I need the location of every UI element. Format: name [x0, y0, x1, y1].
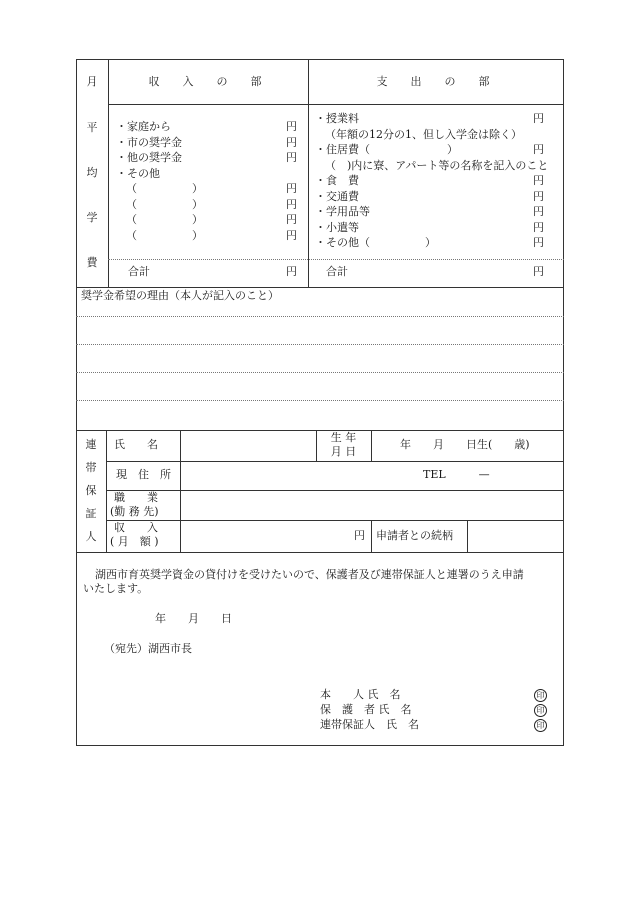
- expense-item-label: ・住居費（ ）: [315, 143, 458, 156]
- relation-label: 申請者との続柄: [376, 529, 453, 542]
- addressee: （宛先）湖西市長: [104, 642, 192, 655]
- seal-icon: 印: [534, 689, 547, 702]
- tel-label: TEL —: [423, 468, 490, 481]
- seal-icon: 印: [534, 719, 547, 732]
- income-header: 収 入 の 部: [148, 75, 268, 88]
- income-item-label: ・家庭から: [116, 120, 171, 133]
- income-item-yen: 円: [286, 120, 297, 133]
- expense-item-yen: 円: [533, 189, 544, 203]
- reason-label: 奨学金希望の理由（本人が記入のこと）: [81, 289, 279, 302]
- monthly-income-field[interactable]: [181, 521, 371, 551]
- expense-total-label: 合計: [326, 265, 348, 278]
- expense-item-label: ・学用品等: [315, 205, 370, 218]
- income-total-yen: 円: [286, 265, 297, 278]
- reason-line[interactable]: [76, 316, 564, 317]
- expense-item-yen: 円: [533, 236, 544, 249]
- income-item-yen: 円: [286, 213, 297, 226]
- guarantor-name-label: 氏 名: [114, 438, 158, 451]
- signer-label: 連帯保証人 氏 名: [320, 718, 419, 731]
- expense-item-label: （年額の12分の1、但し入学金は除く）: [325, 127, 522, 141]
- expense-item-label: ・その他（ ）: [315, 236, 436, 249]
- address-field[interactable]: [181, 462, 563, 490]
- declaration-line1: 湖西市育英奨学資金の貸付けを受けたいので、保護者及び連帯保証人と連署のうえ申請: [95, 568, 524, 581]
- income-item-label: ・市の奨学金: [116, 135, 182, 149]
- birth-label-line1: 生 年: [330, 431, 357, 444]
- expense-header: 支 出 の 部: [376, 75, 496, 88]
- income-label-line2: ( 月 額 ): [110, 535, 159, 548]
- income-item-yen: 円: [286, 182, 297, 195]
- income-total-label: 合計: [128, 265, 150, 278]
- expense-item-yen: 円: [533, 205, 544, 218]
- income-item-yen: 円: [286, 151, 297, 164]
- income-item-label: （ ）: [126, 197, 203, 211]
- application-date[interactable]: 年 月 日: [155, 612, 232, 625]
- income-label-line1: 収 入: [114, 521, 158, 534]
- signer-label: 保 護 者 氏 名: [320, 703, 412, 716]
- income-item-label: （ ）: [126, 182, 203, 195]
- reason-line[interactable]: [76, 400, 564, 401]
- relation-field[interactable]: [468, 521, 563, 551]
- job-field[interactable]: [181, 491, 563, 519]
- expense-item-yen: 円: [533, 174, 544, 187]
- reason-line[interactable]: [76, 344, 564, 345]
- guarantor-name-field[interactable]: [181, 431, 316, 461]
- expense-item-label: ・小遣等: [315, 220, 359, 234]
- birth-label-line2: 月 日: [330, 445, 357, 458]
- expense-item-label: （ )内に寮、アパート等の名称を記入のこと: [325, 158, 549, 172]
- guarantor-side-label: 連 帯 保 証 人: [85, 438, 97, 543]
- expense-total-yen: 円: [533, 265, 544, 278]
- income-item-yen: 円: [286, 135, 297, 149]
- income-item-label: ・他の奨学金: [116, 151, 182, 164]
- income-item-label: （ ）: [126, 228, 203, 242]
- guarantor-income-yen: 円: [354, 529, 365, 542]
- expense-item-yen: 円: [533, 112, 544, 125]
- job-label-line1: 職 業: [114, 491, 158, 504]
- income-item-label: ・その他: [116, 166, 160, 180]
- address-label: 現 住 所: [116, 468, 171, 481]
- declaration-line2: いたします。: [83, 582, 149, 595]
- income-item-yen: 円: [286, 197, 297, 211]
- expense-item-label: ・交通費: [315, 189, 359, 203]
- monthly-side-label: 月 平 均 学 費: [86, 75, 98, 269]
- expense-item-yen: 円: [533, 143, 544, 156]
- reason-line[interactable]: [76, 372, 564, 373]
- job-label-line2: (勤 務 先): [110, 505, 159, 518]
- expense-item-label: ・食 費: [315, 174, 359, 187]
- seal-icon: 印: [534, 704, 547, 717]
- signer-label: 本 人 氏 名: [320, 688, 401, 701]
- birth-date-value[interactable]: 年 月 日生( 歳): [400, 438, 530, 451]
- income-item-yen: 円: [286, 228, 297, 242]
- income-item-label: （ ）: [126, 213, 203, 226]
- expense-item-yen: 円: [533, 220, 544, 234]
- expense-item-label: ・授業料: [315, 112, 359, 125]
